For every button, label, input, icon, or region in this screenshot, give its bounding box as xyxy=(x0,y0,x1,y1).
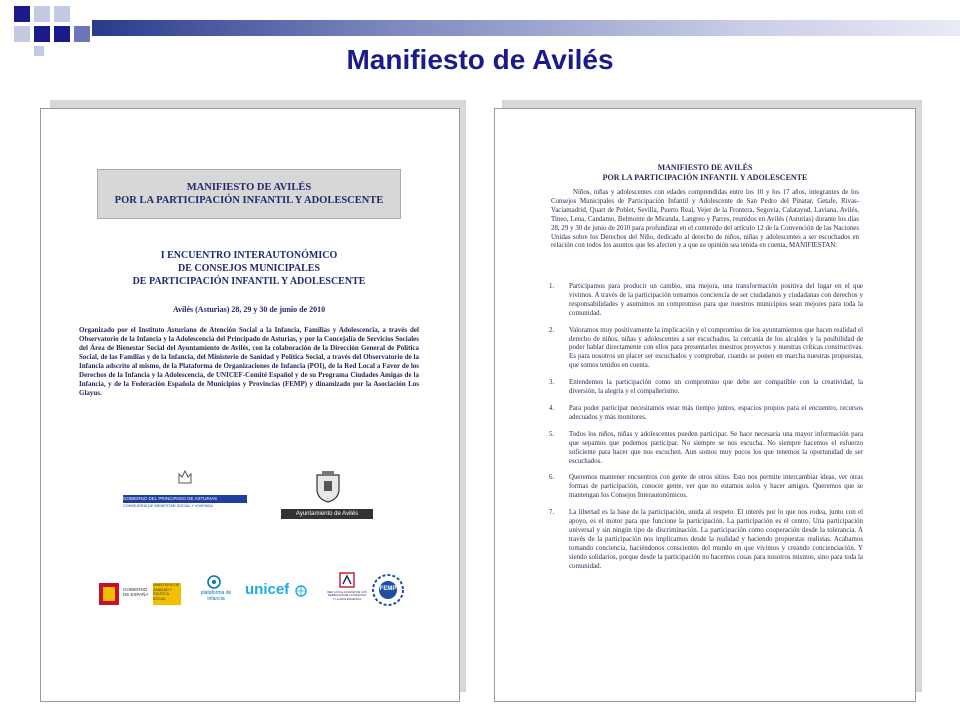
encuentro-title: I ENCUENTRO INTERAUTONÓMICO DE CONSEJOS MUNICIPALES DE PARTICIPACIÓN INFANTIL Y ADOLESCENTE xyxy=(132,250,366,287)
list-item-text: Queremos mantener encuentros con gente de otros sitios. Esto nos permite intercambiar ideas, ver otras formas de participación, conocer gente, ver que no estamos solos y hacer amigos. Queremos que se mantengan los Consejos Interautonómicos. xyxy=(569,474,863,500)
event-date: Avilés (Asturias) 28, 29 y 30 de junio de 2010 xyxy=(172,305,326,314)
gobierno-label: GOBIERNO DE ESPAÑA xyxy=(123,587,149,597)
list-item-text: La libertad es la base de la participación, unida al respeto. El interés por lo que nos rodea, junto con el apoyo, es el motor para que funcione la participación. La participación es el centro. Una participación universal y sin ningún tipo de discriminación. La participación como cooperación desde la tolerancia. A través de la participación nos implicamos desde la realidad y haciendo propuestas realistas. Acabamos tomando conciencia, haciéndonos conscientes del mundo en que vivimos y creando concienciación. Y siendo solidarios, porque desde la participación no hacemos cosas para nosotros mismos, sino para toda la comunidad. xyxy=(569,509,863,570)
red-local-label: RED LOCAL A FAVOR DE LOS DERECHOS DE LA INFANCIA Y LA ADOLESCENCIA xyxy=(327,590,367,601)
list-item-text: Entendemos la participación como un compromiso que debe ser compatible con la creatividad, la diversión, la alegría y el compañerismo. xyxy=(569,379,863,396)
asturias-logo-sub: CONSEJERÍA DE BIENESTAR SOCIAL Y VIVIENDA xyxy=(123,504,213,508)
list-item-text: Participamos para producir un cambio, una mejora, una transformación positiva del lugar en el que vivimos. A través de la participación tomamos conciencia de ser ciudadanos y ciudadanas con derechos y responsabilidades y asumimos un compromiso para que nuestros municipios sean mejores para toda la comunidad. xyxy=(569,283,863,317)
document-page-manifesto xyxy=(494,108,916,702)
plataforma-infancia-logo xyxy=(193,575,239,609)
cover-title: MANIFIESTO DE AVILÉS POR LA PARTICIPACIÓN INFANTIL Y ADOLESCENTE xyxy=(114,182,384,206)
list-item xyxy=(549,474,863,501)
femp-label: FEMP xyxy=(379,586,397,592)
header-gradient-bar xyxy=(92,20,960,36)
list-item-number: 5. xyxy=(549,430,555,438)
list-item-number: 6. xyxy=(549,474,555,482)
deco-square-dark xyxy=(54,26,70,42)
list-item xyxy=(549,431,863,467)
unicef-globe-icon xyxy=(295,585,307,597)
asturias-logo-label: GOBIERNO DEL PRINCIPADO DE ASTURIAS xyxy=(123,495,247,503)
list-item xyxy=(549,509,863,571)
manifesto-list xyxy=(549,283,863,579)
deco-square-light xyxy=(34,6,50,22)
list-item-number: 4. xyxy=(549,404,555,412)
aviles-logo-label: Ayuntamiento de Avilés xyxy=(281,509,373,519)
unicef-label: unicef xyxy=(245,581,290,598)
aviles-logo xyxy=(281,469,373,525)
manifesto-intro: Niños, niñas y adolescentes con edades comprendidas entre los 10 y los 17 años, integrantes de los Consejos Municipales de Participación Infantil y Adolescente de San Pedro del Pinatar, Getafe, Rivas-Vaciamadrid, Quart de Poblet, Sevilla, Puerto Real, Vejer de la Frontera, Segovia, Calatayud, Laviana, Avilés, Tineo, Lena, Candamo, Belmonte de Miranda, Langreo y Parres, reunidos en Avilés (Asturias) durante los días 28, 29 y 30 de junio de 2010 para profundizar en el contenido del artículo 12 de la Convención de las Naciones Unidas sobre los Derechos del Niño, dedicado al derecho de niños, niñas y adolescentes a ser escuchados en relación con todos los asuntos que les afecten y a que su opinión sea tenida en cuenta, MANIFIESTAN: xyxy=(551,189,859,250)
femp-logo xyxy=(371,573,405,607)
list-item xyxy=(549,283,863,319)
gobierno-espana-logo xyxy=(99,579,181,609)
document-page-cover xyxy=(40,108,460,702)
list-item-number: 3. xyxy=(549,379,555,387)
list-item-text: Todos los niños, niñas y adolescentes pueden participar. Se hace necesaria una mayor información para que sepamos que podemos participar. No siempre se nos escucha. No siempre hacemos el esfuerzo suficiente para hacer que nos escuchen. Aun somos muy pocos los que tenemos la oportunidad de ser escuchados. xyxy=(569,430,863,465)
unicef-logo xyxy=(245,581,309,603)
crown-icon xyxy=(177,467,193,487)
list-item xyxy=(549,405,863,423)
manifesto-title: MANIFIESTO DE AVILÉS POR LA PARTICIPACIÓN INFANTIL Y ADOLESCENTE xyxy=(602,163,808,182)
asturias-logo xyxy=(121,467,251,525)
list-item xyxy=(549,379,863,397)
list-item-number: 7. xyxy=(549,509,555,517)
slide-title: Manifiesto de Avilés xyxy=(346,44,614,75)
deco-square-mid xyxy=(74,26,90,42)
shield-icon xyxy=(313,469,343,503)
list-item-text: Valoramos muy positivamente la implicación y el compromiso de los ayuntamientos que hacen realidad el derecho de niños, niñas y adolescentes a ser escuchados, la cercanía de los alcaldes y la posibilidad de poder hablar directamente con ellos para presentarles nuestros proyectos y nuestras críticas constructivas. Es para nosotros un placer ser escuchados y comprobar, cuando se ponen en marcha nuestras propuestas, que somos tenidos en cuenta. xyxy=(569,326,863,370)
red-local-logo xyxy=(327,571,367,611)
list-item-number: 2. xyxy=(549,326,555,334)
plataforma-icon xyxy=(207,575,221,589)
deco-square-mid xyxy=(54,6,70,22)
coat-of-arms-inner xyxy=(103,587,115,601)
plataforma-label: plataforma de infancia xyxy=(200,590,232,602)
list-item-text: Para poder participar necesitamos estar más tiempo juntos, espacios propios para el encuentro, recursos adecuados y más monitores. xyxy=(569,404,863,421)
deco-square-light xyxy=(14,26,30,42)
list-item-number: 1. xyxy=(549,283,555,290)
deco-square-dark xyxy=(14,6,30,22)
cover-title-box xyxy=(97,169,401,219)
organizers-paragraph: Organizado por el Instituto Asturiano de Atención Social a la Infancia, Familias y Adolescencia, a través del Observatorio de la Infancia y la Adolescencia del Principado de Asturias, y por la Concejalía de Servicios Sociales del Área de Bienestar Social del Ayuntamiento de Avilés, con la colaboración de la Dirección General de Política Social, de las Familias y de la Infancia, del Ministerio de Sanidad y Política Social, a través del Observatorio de la Infancia adscrito al mismo, de la Plataforma de Organizaciones de Infancia (POI), de la Red Local a Favor de los Derechos de la Infancia y la Adolescencia, de UNICEF-Comité Español y de su Programa Ciudades Amigas de la Infancia, y de la Federación Española de Municipios y Provincias (FEMP) y dinamizado por la Asociación Los Glayus. xyxy=(79,326,419,397)
list-item xyxy=(549,327,863,372)
ministerio-label: MINISTERIO DE SANIDAD Y POLÍTICA SOCIAL xyxy=(153,583,181,605)
deco-square-dark xyxy=(34,26,50,42)
red-local-icon xyxy=(338,571,356,589)
